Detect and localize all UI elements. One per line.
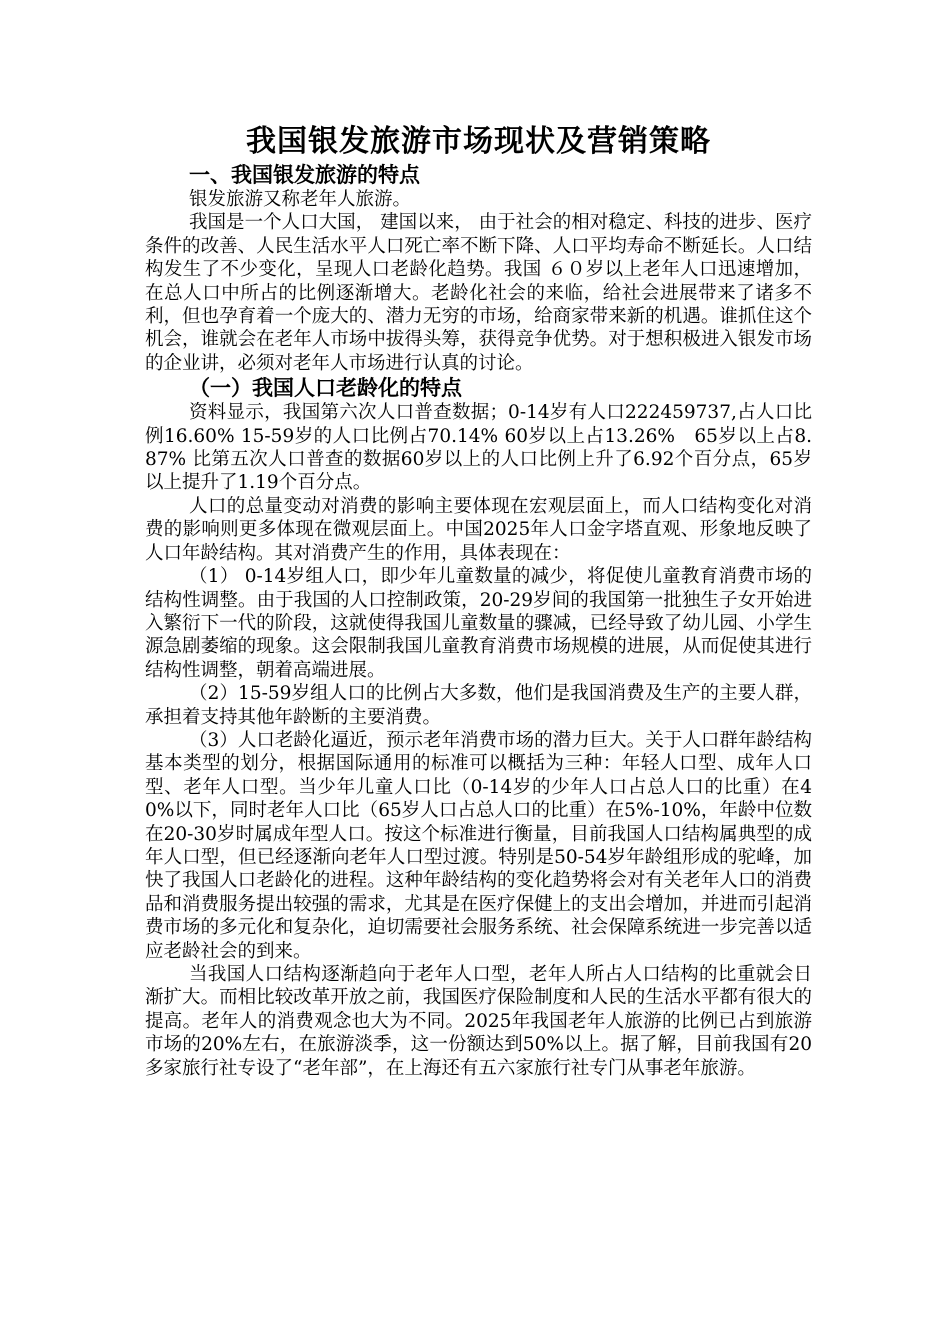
section-heading-1: 一、我国银发旅游的特点: [189, 163, 420, 187]
paragraph-1: 银发旅游又称老年人旅游。: [189, 189, 412, 210]
document-title: 我国银发旅游市场现状及营销策略: [246, 124, 711, 159]
paragraph-3: 资料显示，我国第六次人口普查数据；0-14岁有人口222459737,占人口比例16.60% 15-59岁的人口比例占70.14% 60岁以上占13.26% 65岁以上占8.87% 比第五次人口普查的数据60岁以上的人口比例上升了6.92个百分点，65岁以上提升了1.19个百分点。: [145, 402, 812, 494]
paragraph-4: 人口的总量变动对消费的影响主要体现在宏观层面上，而人口结构变化对消费的影响则更多体现在微观层面上。中国2025年人口金字塔直观、形象地反映了人口年龄结构。其对消费产生的作用，具体表现在：: [145, 495, 812, 564]
subsection-heading-1: （一）我国人口老龄化的特点: [189, 376, 462, 401]
paragraph-6: （2）15-59岁组人口的比例占大多数，他们是我国消费及生产的主要人群，承担着支持其他年龄断的主要消费。: [145, 683, 812, 728]
paragraph-7: （3）人口老龄化逼近，预示老年消费市场的潜力巨大。关于人口群年龄结构基本类型的划分，根据国际通用的标准可以概括为三种：年轻人口型、成年人口型、老年人口型。当少年儿童人口比（0-14岁的少年人口占总人口的比重）在40%以下，同时老年人口比（65岁人口占总人口的比重）在5%-10%，年龄中位数在20-30岁时属成年型人口。按这个标准进行衡量，目前我国人口结构属典型的成年人口型，但已经逐渐向老年人口型过渡。特别是50-54岁年龄组形成的驼峰，加快了我国人口老龄化的进程。这种年龄结构的变化趋势将会对有关老年人口的消费品和消费服务提出较强的需求，尤其是在医疗保健上的支出会增加，并进而引起消费市场的多元化和复杂化，迫切需要社会服务系统、社会保障系统进一步完善以适应老龄社会的到来。: [145, 729, 812, 962]
paragraph-5: （1） 0-14岁组人口，即少年儿童数量的减少，将促使儿童教育消费市场的结构性调整。由于我国的人口控制政策，20-29岁间的我国第一批独生子女开始进入繁衍下一代的阶段，这就使得我国儿童数量的骤减，已经导致了幼儿园、小学生源急剧萎缩的现象。这会限制我国儿童教育消费市场规模的进展，从而促使其进行结构性调整，朝着高端进展。: [145, 566, 812, 681]
paragraph-8: 当我国人口结构逐渐趋向于老年人口型，老年人所占人口结构的比重就会日渐扩大。而相比较改革开放之前，我国医疗保险制度和人民的生活水平都有很大的提高。老年人的消费观念也大为不同。2025年我国老年人旅游的比例已占到旅游市场的20%左右，在旅游淡季，这一份额达到50%以上。据了解，目前我国有20多家旅行社专设了“老年部”，在上海还有五六家旅行社专门从事老年旅游。: [145, 964, 812, 1079]
paragraph-2: 我国是一个人口大国， 建国以来， 由于社会的相对稳定、科技的进步、医疗条件的改善、人民生活水平人口死亡率不断下降、人口平均寿命不断延长。人口结构发生了不少变化，呈现人口老龄化趋势。我国 ６０岁以上老年人口迅速增加，在总人口中所占的比例逐渐增大。老龄化社会的来临，给社会进展带来了诸多不利，但也孕育着一个庞大的、潜力无穷的市场，给商家带来新的机遇。谁抓住这个机会，谁就会在老年人市场中拔得头筹，获得竞争优势。对于想积极进入银发市场的企业讲，必须对老年人市场进行认真的讨论。: [145, 212, 812, 374]
